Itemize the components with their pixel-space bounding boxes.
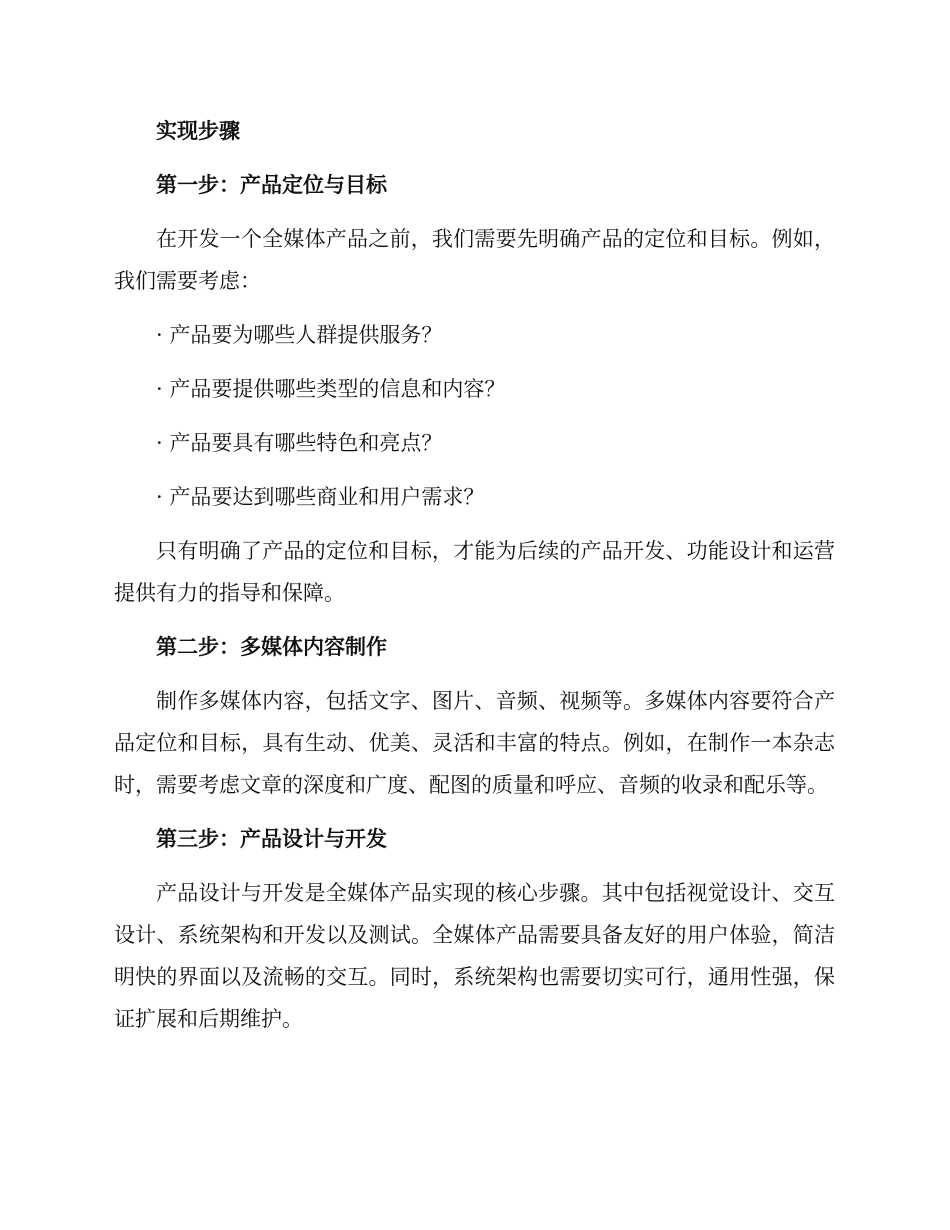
section-title: 实现步骤 xyxy=(156,118,240,143)
step1-bullet-1: · 产品要为哪些人群提供服务？ xyxy=(156,323,443,347)
step3-heading: 第三步：产品设计与开发 xyxy=(156,826,387,851)
step3-body: 产品设计与开发是全媒体产品实现的核心步骤。其中包括视觉设计、交互设计、系统架构和开发以及测试。全媒体产品需要具备友好的用户体验，简洁明快的界面以及流畅的交互。同时，系统架构也需要切实可行，通用性强，保证扩展和后期维护。 xyxy=(114,881,835,1031)
step1-bullet-4: · 产品要达到哪些商业和用户需求？ xyxy=(156,485,485,509)
step2-heading: 第二步：多媒体内容制作 xyxy=(156,634,387,659)
step1-conclusion: 只有明确了产品的定位和目标，才能为后续的产品开发、功能设计和运营提供有力的指导和保障。 xyxy=(114,539,835,605)
step1-heading: 第一步：产品定位与目标 xyxy=(156,172,387,197)
step2-body: 制作多媒体内容，包括文字、图片、音频、视频等。多媒体内容要符合产品定位和目标，具有生动、优美、灵活和丰富的特点。例如，在制作一本杂志时，需要考虑文章的深度和广度、配图的质量和呼应、音频的收录和配乐等。 xyxy=(114,689,835,797)
step1-bullet-3: · 产品要具有哪些特色和亮点？ xyxy=(156,431,443,455)
step1-intro: 在开发一个全媒体产品之前，我们需要先明确产品的定位和目标。例如，我们需要考虑： xyxy=(114,227,835,293)
step1-bullet-2: · 产品要提供哪些类型的信息和内容？ xyxy=(156,377,506,401)
